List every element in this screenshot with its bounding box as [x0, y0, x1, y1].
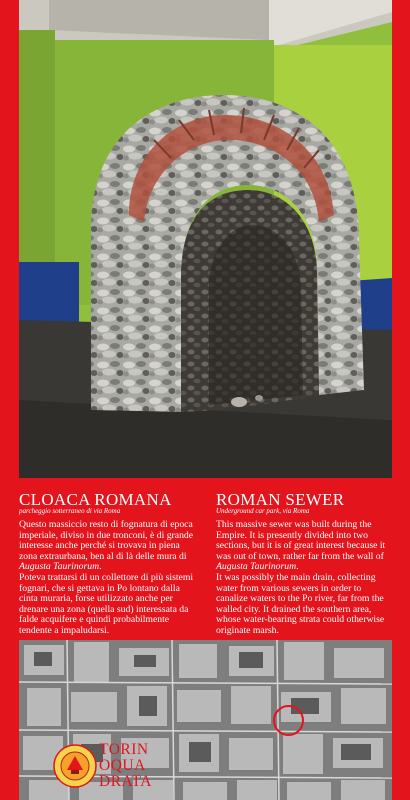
english-body — [216, 520, 394, 637]
english-subtitle: Underground car park, via Roma — [216, 507, 310, 515]
english-paragraph-1: This massive sewer was built during the Empire. It is presently divided into two sections, but it is of great interest because it was out of town, rather far from the wall of Augusta Taurinorum. — [216, 519, 386, 573]
english-title: ROMAN SEWER — [216, 490, 345, 509]
logo-line-1: TORIN — [99, 741, 149, 758]
italian-body — [19, 520, 197, 637]
logo-line-2: OQUA — [99, 757, 146, 774]
logo-line-3: DRATA — [99, 773, 152, 790]
location-marker — [273, 705, 304, 736]
italian-paragraph-1: Questo massiccio resto di fognatura di epoca imperiale, diviso in due tronconi, è di grande interesse anche perché si trovava in piena zona extraurbana, ben al di là delle mura di Augusta Taurinorum. — [19, 519, 194, 573]
italian-title: CLOACA ROMANA — [19, 490, 172, 509]
sewer-photo — [19, 0, 392, 478]
english-paragraph-2: It was possibly the main drain, collecting water from various sewers in order to canalize waters to the Po river, far from the walled city. It drained the southern area, whose water-bearing strata could otherwise originate marsh. — [216, 571, 385, 636]
archaeological-group-seal-icon — [53, 744, 97, 788]
italian-paragraph-2: Poteva trattarsi di un collettore di più sistemi fognari, che si gettava in Po lontano dalla cinta muraria, forse utilizzato anche per drenare una zona (quella sud) interessata da falde acquifere e quindi probabilmente tendente a impaludarsi. — [19, 571, 194, 636]
torino-sotterranea-logo — [99, 742, 152, 790]
italian-subtitle: parcheggio sotterraneo di via Roma — [19, 507, 121, 515]
